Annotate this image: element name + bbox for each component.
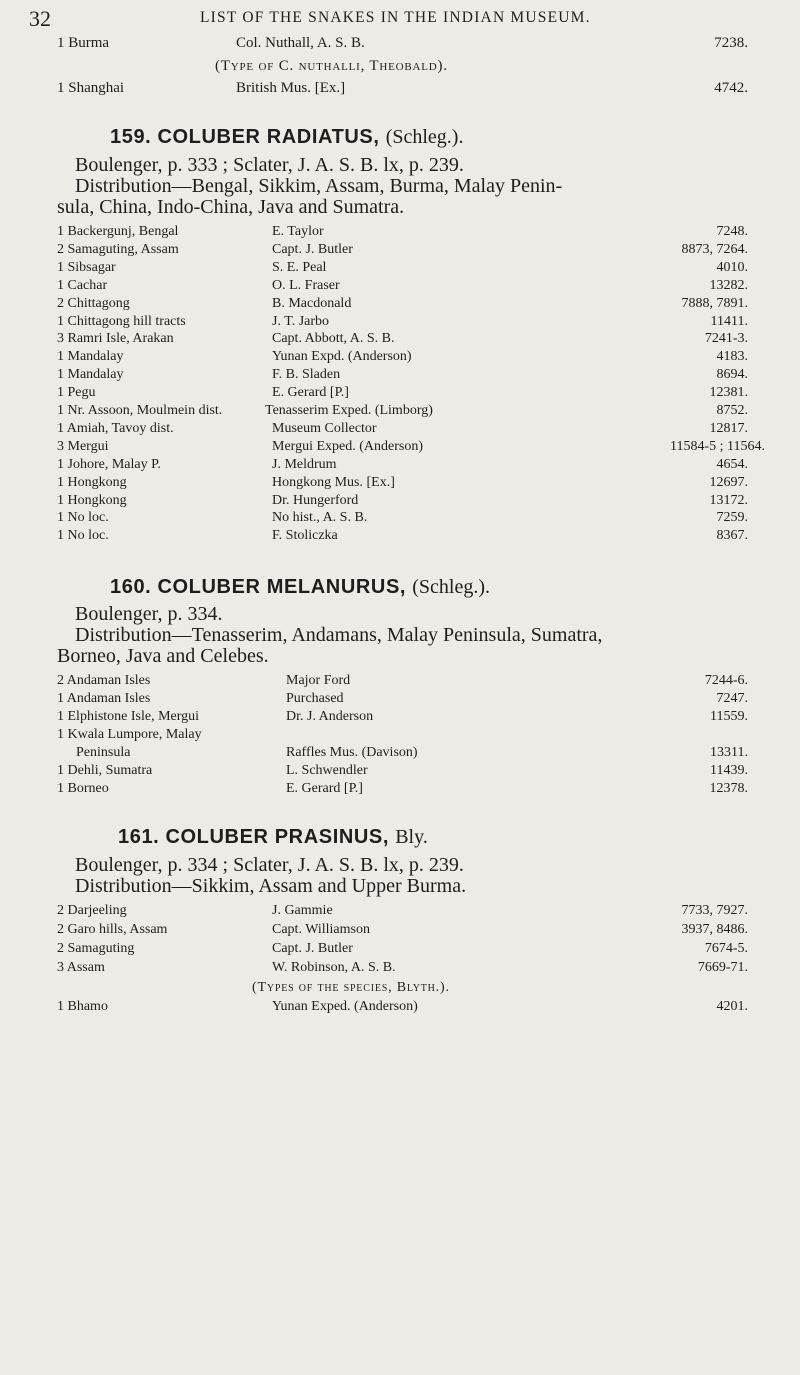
species-title: 159. COLUBER RADIATUS,: [110, 126, 380, 148]
reference-line: Boulenger, p. 333 ; Sclater, J. A. S. B. lx, p. 239.: [75, 154, 464, 176]
register-cell: 4201.: [716, 999, 748, 1014]
register-cell: 3937, 8486.: [681, 922, 748, 937]
register-cell: 8752.: [716, 403, 748, 418]
type-note: (Type of C. nuthalli, Theobald).: [215, 58, 448, 74]
register-cell: 7674-5.: [704, 941, 748, 956]
donor-cell: F. Stoliczka: [272, 528, 338, 544]
locality-cell: 2 Darjeeling: [57, 903, 127, 918]
register-cell: 8694.: [716, 367, 748, 383]
register-cell: 4654.: [716, 456, 748, 472]
locality-cell: 1 Bhamo: [57, 999, 108, 1014]
table-row: [0, 457, 800, 475]
locality-cell: 1 Burma: [57, 35, 110, 51]
type-note-row: [0, 58, 800, 76]
table-row: [0, 224, 800, 242]
table-row: [0, 528, 800, 546]
register-cell: 11411.: [710, 313, 748, 329]
reference-paragraph: [57, 855, 787, 897]
locality-cell: 1 Sibsagar: [57, 259, 116, 275]
locality-cell: 1 Amiah, Tavoy dist.: [57, 420, 174, 436]
register-cell: 11439.: [710, 763, 748, 778]
table-row: [0, 745, 800, 763]
locality-cell: 1 Kwala Lumpore, Malay: [57, 727, 202, 742]
table-row: [0, 475, 800, 493]
locality-cell: 1 Mandalay: [57, 367, 124, 383]
register-cell: 4183.: [716, 349, 748, 365]
locality-cell: 1 Pegu: [57, 385, 96, 401]
locality-cell: 1 Andaman Isles: [57, 691, 151, 706]
locality-cell: 1 Shanghai: [57, 80, 125, 96]
register-cell: 7733, 7927.: [681, 903, 748, 918]
donor-cell: O. L. Fraser: [272, 277, 340, 293]
species-authority: Bly.: [395, 826, 428, 848]
locality-cell: 2 Garo hills, Assam: [57, 922, 168, 937]
table-row: [0, 421, 800, 439]
donor-cell: Yunan Exped. (Anderson): [272, 999, 418, 1014]
donor-cell: Museum Collector: [272, 420, 377, 436]
species-authority: (Schleg.).: [385, 126, 464, 148]
type-note-row: [0, 980, 800, 998]
table-row: [0, 903, 800, 921]
species-title: 161. COLUBER PRASINUS,: [118, 826, 390, 848]
register-cell: 8367.: [716, 528, 748, 544]
locality-cell: 1 Chittagong hill tracts: [57, 313, 186, 329]
donor-cell: J. Meldrum: [272, 456, 337, 472]
register-cell: 8873, 7264.: [681, 241, 748, 257]
locality-cell: 1 Hongkong: [57, 474, 127, 490]
register-cell: 4010.: [716, 259, 748, 275]
reference-line: Boulenger, p. 334.: [75, 603, 223, 625]
distribution-line: Distribution—Sikkim, Assam and Upper Burma.: [75, 875, 467, 897]
table-row: [0, 781, 800, 799]
table-row: [0, 242, 800, 260]
donor-cell: No hist., A. S. B.: [272, 510, 368, 526]
locality-cell: 1 No loc.: [57, 510, 109, 526]
register-cell: 7248.: [716, 224, 748, 239]
register-cell: 7238.: [714, 35, 748, 51]
donor-cell: E. Gerard [P.]: [286, 781, 363, 796]
table-row: [0, 493, 800, 511]
species-authority: (Schleg.).: [412, 576, 490, 598]
register-cell: 7247.: [716, 691, 748, 706]
running-head: LIST OF THE SNAKES IN THE INDIAN MUSEUM.: [200, 9, 591, 26]
donor-cell: L. Schwendler: [286, 763, 368, 778]
donor-cell: British Mus. [Ex.]: [236, 80, 346, 96]
register-cell: 12378.: [709, 781, 748, 796]
locality-cell: 1 Dehli, Sumatra: [57, 763, 153, 778]
table-row: [0, 349, 800, 367]
register-cell: 7241-3.: [704, 331, 748, 347]
table-row: [0, 403, 800, 421]
table-row: [0, 296, 800, 314]
locality-cell: Peninsula: [76, 745, 131, 760]
donor-cell: Yunan Expd. (Anderson): [272, 349, 412, 365]
donor-cell: Major Ford: [286, 673, 351, 688]
locality-cell: 3 Mergui: [57, 438, 109, 454]
register-cell: 7259.: [716, 510, 748, 526]
table-row: [0, 691, 800, 709]
locality-cell: 1 Borneo: [57, 781, 109, 796]
distribution-line: Distribution—Tenasserim, Andamans, Malay Peninsula, Sumatra,: [75, 624, 603, 646]
table-row: [0, 260, 800, 278]
locality-cell: 2 Andaman Isles: [57, 673, 151, 688]
table-row: [0, 331, 800, 349]
register-cell: 11584-5 ; 11564.: [669, 438, 765, 454]
register-cell: 7244-6.: [704, 673, 748, 688]
table-row: [0, 278, 800, 296]
donor-cell: S. E. Peal: [272, 259, 327, 275]
page-number: 32: [29, 6, 51, 31]
type-note: (Types of the species, Blyth.).: [252, 980, 450, 995]
donor-cell: E. Gerard [P.]: [272, 385, 349, 401]
register-cell: 12381.: [709, 385, 748, 401]
locality-cell: 1 Mandalay: [57, 349, 124, 365]
donor-cell: J. T. Jarbo: [272, 313, 330, 329]
locality-cell: 2 Chittagong: [57, 295, 130, 311]
locality-cell: 3 Assam: [57, 960, 105, 975]
locality-cell: 2 Samaguting: [57, 941, 135, 956]
register-cell: 12817.: [709, 420, 748, 436]
species-heading: [110, 576, 490, 599]
donor-cell: Hongkong Mus. [Ex.]: [272, 474, 395, 490]
register-cell: 7669-71.: [697, 960, 748, 975]
register-cell: 11559.: [710, 709, 748, 724]
donor-cell: Tenasserim Exped. (Limborg): [265, 403, 433, 418]
species-heading: [118, 826, 428, 849]
donor-cell: Col. Nuthall, A. S. B.: [236, 35, 365, 51]
register-cell: 13282.: [709, 277, 748, 293]
donor-cell: F. B. Sladen: [272, 367, 341, 383]
register-cell: 13311.: [710, 745, 748, 760]
distribution-line: Borneo, Java and Celebes.: [57, 645, 269, 667]
locality-cell: 1 Johore, Malay P.: [57, 456, 161, 472]
register-cell: 7888, 7891.: [681, 295, 748, 311]
table-row: [0, 314, 800, 332]
reference-paragraph: [57, 155, 787, 218]
table-row: [0, 439, 800, 457]
register-cell: 13172.: [709, 492, 748, 508]
table-row: [0, 80, 800, 98]
register-cell: 4742.: [714, 80, 748, 96]
reference-paragraph: [57, 604, 787, 667]
reference-line: Boulenger, p. 334 ; Sclater, J. A. S. B. lx, p. 239.: [75, 854, 464, 876]
species-heading: [110, 126, 463, 149]
donor-cell: Capt. Williamson: [272, 922, 370, 937]
donor-cell: Capt. Abbott, A. S. B.: [272, 331, 395, 347]
distribution-line: Distribution—Bengal, Sikkim, Assam, Burma, Malay Penin-: [75, 175, 563, 197]
donor-cell: Dr. Hungerford: [272, 492, 359, 508]
locality-cell: 1 Hongkong: [57, 492, 127, 508]
donor-cell: Dr. J. Anderson: [286, 709, 374, 724]
locality-cell: 1 Nr. Assoon, Moulmein dist.: [57, 403, 223, 418]
donor-cell: E. Taylor: [272, 224, 324, 239]
table-row: [0, 35, 800, 53]
donor-cell: Raffles Mus. (Davison): [286, 745, 418, 760]
donor-cell: Capt. J. Butler: [272, 941, 353, 956]
table-row: [0, 673, 800, 691]
table-row: [0, 510, 800, 528]
register-cell: 12697.: [709, 474, 748, 490]
table-row: [0, 709, 800, 727]
table-row: [0, 385, 800, 403]
table-row: [0, 922, 800, 940]
donor-cell: Purchased: [286, 691, 344, 706]
donor-cell: B. Macdonald: [272, 295, 352, 311]
table-row: [0, 763, 800, 781]
donor-cell: Mergui Exped. (Anderson): [272, 438, 423, 454]
locality-cell: 1 No loc.: [57, 528, 109, 544]
locality-cell: 2 Samaguting, Assam: [57, 241, 179, 257]
table-row: [0, 367, 800, 385]
donor-cell: W. Robinson, A. S. B.: [272, 960, 396, 975]
species-title: 160. COLUBER MELANURUS,: [110, 576, 407, 598]
table-row: [0, 999, 800, 1017]
locality-cell: 1 Elphistone Isle, Mergui: [57, 709, 200, 724]
table-row: [0, 960, 800, 978]
donor-cell: J. Gammie: [272, 903, 333, 918]
donor-cell: Capt. J. Butler: [272, 241, 353, 257]
distribution-line: sula, China, Indo-China, Java and Sumatra.: [57, 196, 405, 218]
locality-cell: 3 Ramri Isle, Arakan: [57, 331, 174, 347]
table-row: [0, 727, 800, 745]
locality-cell: 1 Backergunj, Bengal: [57, 224, 179, 239]
locality-cell: 1 Cachar: [57, 277, 108, 293]
table-row: [0, 941, 800, 959]
